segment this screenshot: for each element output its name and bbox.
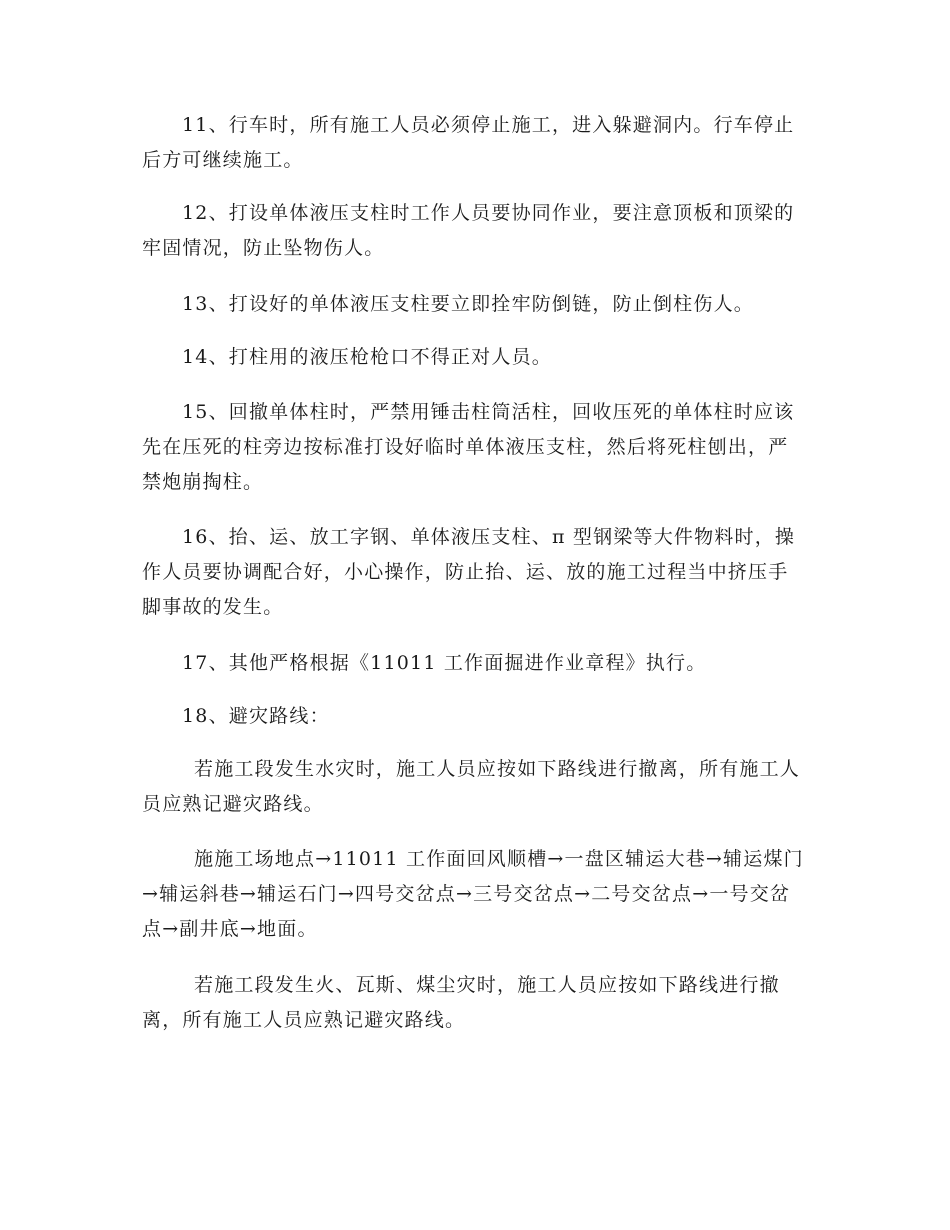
- paragraph-15: 15、回撤单体柱时，严禁用锤击柱筒活柱，回收压死的单体柱时应该先在压死的柱旁边按标准打设好临时单体液压支柱，然后将死柱刨出，严禁炮崩掏柱。: [142, 401, 795, 493]
- paragraph-14: 14、打柱用的液压枪枪口不得正对人员。: [182, 346, 552, 368]
- paragraph-fire-gas-evacuation: 若施工段发生火、瓦斯、煤尘灾时，施工人员应按如下路线进行撤离，所有施工人员应熟记避灾路线。: [142, 974, 780, 1031]
- paragraph-flood-evacuation: 若施工段发生水灾时，施工人员应按如下路线进行撤离，所有施工人员应熟记避灾路线。: [142, 758, 801, 815]
- paragraph-17: 17、其他严格根据《11011 工作面掘进作业章程》执行。: [182, 652, 707, 674]
- paragraph-16: 16、抬、运、放工字钢、单体液压支柱、π 型钢梁等大件物料时，操作人员要协调配合好，小心操作，防止抬、运、放的施工过程当中挤压手脚事故的发生。: [142, 526, 796, 618]
- paragraph-11: 11、行车时，所有施工人员必须停止施工，进入躲避洞内。行车停止后方可继续施工。: [142, 114, 795, 171]
- paragraph-evacuation-route: 施施工场地点→11011 工作面回风顺槽→一盘区辅运大巷→辅运煤门→辅运斜巷→辅运石门→四号交岔点→三号交岔点→二号交岔点→一号交岔点→副井底→地面。: [142, 848, 804, 940]
- paragraph-13: 13、打设好的单体液压支柱要立即拴牢防倒链，防止倒柱伤人。: [182, 293, 754, 315]
- paragraph-18-heading: 18、避灾路线：: [182, 705, 330, 727]
- paragraph-12: 12、打设单体液压支柱时工作人员要协同作业，要注意顶板和顶梁的牢固情况，防止坠物伤人。: [142, 202, 795, 259]
